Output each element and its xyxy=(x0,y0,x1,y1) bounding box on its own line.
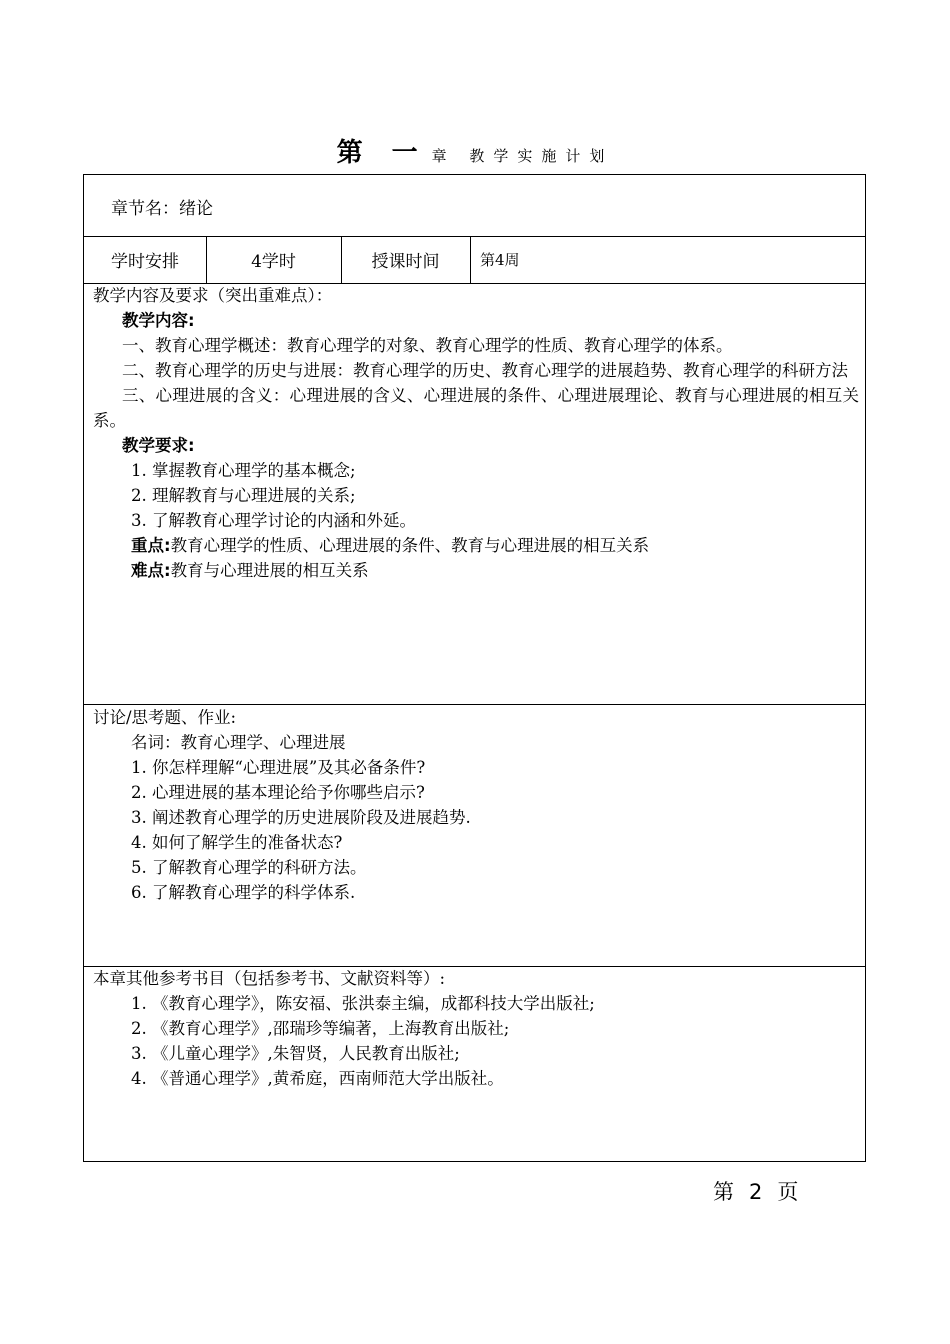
hours-label: 学时安排 xyxy=(84,236,207,283)
key-point xyxy=(93,533,859,558)
discussion-item: 5. 了解教育心理学的科研方法。 xyxy=(131,858,367,877)
discussion-heading: 讨论/思考题、作业: xyxy=(93,708,237,727)
reference-item: 3. 《儿童心理学》,朱智贤，人民教育出版社; xyxy=(131,1044,460,1063)
discussion-item: 2. 心理进展的基本理论给予你哪些启示? xyxy=(131,783,425,802)
footer-suffix: 页 xyxy=(777,1180,802,1204)
section-name-row xyxy=(84,175,865,237)
discussion-item: 1. 你怎样理解“心理进展”及其必备条件? xyxy=(131,758,426,777)
content-item: 二、教育心理学的历史与进展：教育心理学的历史、教育心理学的进展趋势、教育心理学的科研方法 xyxy=(122,361,848,380)
teaching-section xyxy=(84,283,865,705)
discussion-item: 3. 阐述教育心理学的历史进展阶段及进展趋势. xyxy=(131,808,471,827)
plan-table xyxy=(83,174,866,1162)
difficult-label: 难点: xyxy=(131,561,171,580)
time-label: 授课时间 xyxy=(341,236,471,283)
requirement-item: 3. 了解教育心理学讨论的内涵和外延。 xyxy=(131,511,416,530)
discussion-item: 4. 如何了解学生的准备状态? xyxy=(131,833,343,852)
reference-item: 2. 《教育心理学》,邵瑞珍等编著，上海教育出版社; xyxy=(131,1019,510,1038)
footer-prefix: 第 xyxy=(713,1180,737,1204)
time-value: 第4周 xyxy=(480,251,520,269)
difficult-text: 教育与心理进展的相互关系 xyxy=(170,561,369,580)
hours-value: 4学时 xyxy=(206,236,342,283)
content-item: 一、教育心理学概述：教育心理学的对象、教育心理学的性质、教育心理学的体系。 xyxy=(122,336,733,355)
chapter-number: 第 一 xyxy=(336,138,428,168)
requirement-item: 2. 理解教育与心理进展的关系; xyxy=(131,486,356,505)
discussion-item: 6. 了解教育心理学的科学体系. xyxy=(131,883,356,902)
reference-item: 1. 《教育心理学》，陈安福、张洪泰主编，成都科技大学出版社; xyxy=(131,994,595,1013)
content-item: 三、心理进展的含义：心理进展的含义、心理进展的条件、心理进展理论、教育与心理进展的相互关系。 xyxy=(93,386,859,430)
requirement-item: 1. 掌握教育心理学的基本概念; xyxy=(131,461,356,480)
page-number: 2 xyxy=(749,1180,766,1204)
references-heading: 本章其他参考书目（包括参考书、文献资料等）: xyxy=(93,969,446,988)
difficult-point xyxy=(93,558,859,583)
reference-item: 4. 《普通心理学》,黄希庭，西南师范大学出版社。 xyxy=(131,1069,504,1088)
section-name: 章节名：绪论 xyxy=(111,199,213,219)
content-label: 教学内容: xyxy=(122,311,195,330)
teaching-heading: 教学内容及要求（突出重难点）： xyxy=(93,286,333,305)
requirements-label: 教学要求: xyxy=(122,436,195,455)
references-section xyxy=(84,966,865,1161)
key-label: 重点: xyxy=(131,536,171,555)
page-title xyxy=(0,132,950,169)
discussion-section xyxy=(84,705,865,967)
discussion-terms: 名词：教育心理学、心理进展 xyxy=(131,733,346,752)
chapter-title: 章 教学实施计划 xyxy=(431,147,614,165)
schedule-row xyxy=(84,236,865,284)
page-footer xyxy=(713,1176,813,1206)
key-text: 教育心理学的性质、心理进展的条件、教育与心理进展的相互关系 xyxy=(170,536,650,555)
